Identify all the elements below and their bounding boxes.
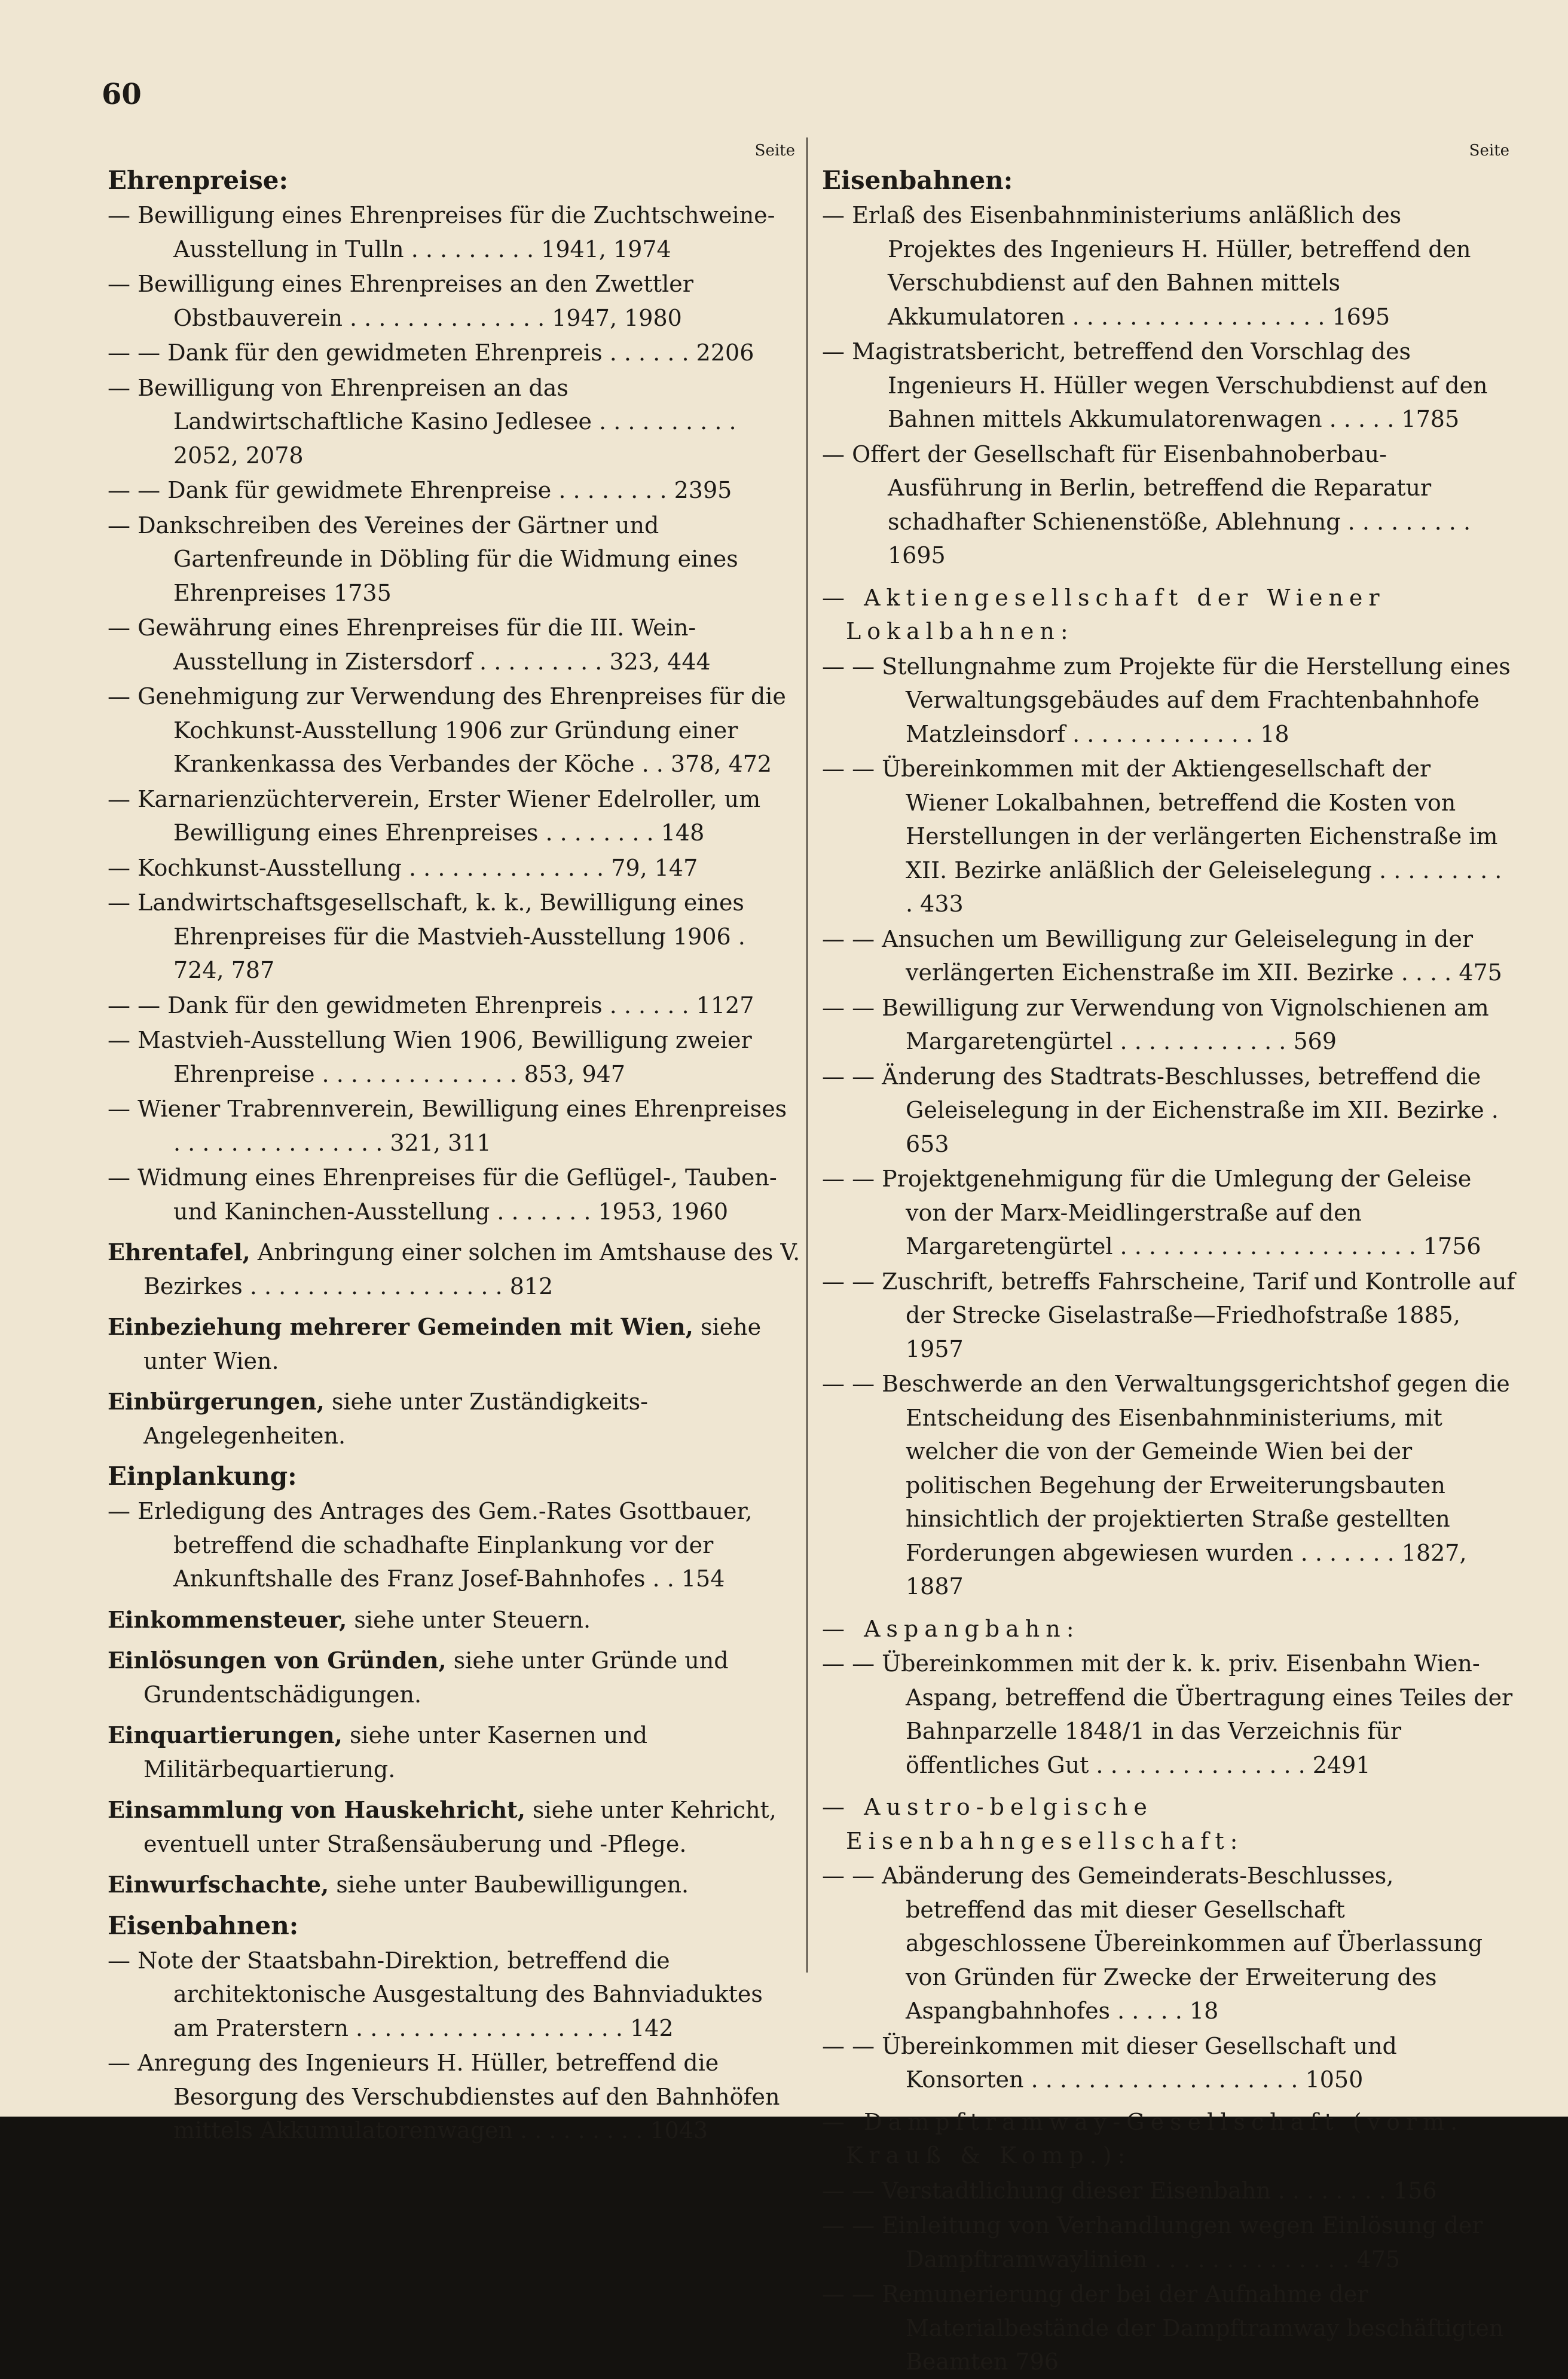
heading-text: siehe unter Wien.: [143, 1314, 762, 1374]
subheading-austro-belgische: — Austro-belgische Eisenbahngesellschaft:: [822, 1794, 1244, 1854]
heading-eisenbahnen: Eisenbahnen:: [108, 1910, 299, 1940]
heading-einplankung: Einplankung:: [108, 1461, 297, 1491]
index-heading-entry: [108, 1644, 801, 1711]
heading-einbeziehung: Einbeziehung mehrerer Gemeinden mit Wien,: [108, 1313, 693, 1340]
heading-einquartierungen: Einquartierungen,: [108, 1721, 343, 1748]
index-entry: — — Zuschrift, betreffs Fahrscheine, Tarif und Kontrolle auf der Strecke Giselastraße—Friedhofstraße 1885, 1957: [822, 1268, 1515, 1362]
index-heading-entry: [108, 1793, 801, 1861]
heading-einbuergerungen: Einbürgerungen,: [108, 1388, 325, 1415]
index-entry: — Dankschreiben des Vereines der Gärtner und Gartenfreunde in Döbling für die Widmung eines Ehrenpreises 1735: [108, 512, 738, 606]
heading-text: siehe unter Steuern.: [347, 1606, 591, 1633]
heading-text: Anbringung einer solchen im Amtshause des V. Bezirkes . . . . . . . . . . . . . . . . . . 812: [143, 1239, 800, 1299]
index-heading-entry: [108, 1236, 801, 1303]
index-entry: — — Übereinkommen mit dieser Gesellschaft und Konsorten . . . . . . . . . . . . . . . . . . . 1050: [822, 2032, 1397, 2093]
right-column: [822, 137, 1515, 2379]
heading-text: siehe unter Kehricht, eventuell unter Straßensäuberung und -Pflege.: [143, 1797, 777, 1857]
index-heading-entry: [108, 1603, 801, 1637]
index-entry: — Landwirtschaftsgesellschaft, k. k., Bewilligung eines Ehrenpreises für die Mastvieh-Ausstellung 1906 . 724, 787: [108, 889, 745, 983]
index-entry: — Kochkunst-Ausstellung . . . . . . . . . . . . . . 79, 147: [108, 854, 698, 881]
index-entry: — — Projektgenehmigung für die Umlegung der Geleise von der Marx-Meidlingerstraße auf den Margaretengürtel . . . . . . . . . . . . . . . . . . . . . 1756: [822, 1166, 1481, 1259]
subheading-dampftramway: — Dampftramway-Gesellschaft (vorm. Krauß & Komp.):: [822, 2108, 1464, 2169]
heading-einsammlung: Einsammlung von Hauskehricht,: [108, 1796, 525, 1823]
index-entry: — — Abänderung des Gemeinderats-Beschlusses, betreffend das mit dieser Gesellschaft abgeschlossene Übereinkommen auf Überlassung von Gründen für Zwecke der Erweiterung des Aspangbahnhofes . . . . . 18: [822, 1863, 1483, 2024]
index-entry: — — Dank für den gewidmeten Ehrenpreis . . . . . . 1127: [108, 992, 754, 1019]
seite-label: Seite: [754, 142, 795, 160]
heading-text: siehe unter Kasernen und Militärbequartierung.: [143, 1722, 648, 1782]
heading-eisenbahnen-cont: Eisenbahnen:: [822, 166, 1013, 195]
index-entry: — — Stellungnahme zum Projekte für die Herstellung eines Verwaltungsgebäudes auf dem Frachtenbahnhofe Matzleinsdorf . . . . . . . . . . . . . 18: [822, 653, 1511, 747]
heading-einloesungen: Einlösungen von Gründen,: [108, 1647, 447, 1674]
index-entry: — Bewilligung eines Ehrenpreises für die Zuchtschweine-Ausstellung in Tulln . . . . . . . . . 1941, 1974: [108, 202, 775, 262]
index-entry: — Widmung eines Ehrenpreises für die Geflügel-, Tauben- und Kaninchen-Ausstellung . . . . . . . 1953, 1960: [108, 1164, 777, 1225]
index-entry: — Bewilligung eines Ehrenpreises an den Zwettler Obstbauverein . . . . . . . . . . . . . . 1947, 1980: [108, 271, 693, 331]
index-entry: — Bewilligung von Ehrenpreisen an das Landwirtschaftliche Kasino Jedlesee . . . . . . . . . . 2052, 2078: [108, 374, 736, 469]
index-entry: — Genehmigung zur Verwendung des Ehrenpreises für die Kochkunst-Ausstellung 1906 zur Gründung einer Krankenkassa des Verbandes der Köche . . 378, 472: [108, 683, 786, 777]
seite-label: Seite: [1469, 142, 1509, 160]
index-entry: — — Dank für den gewidmeten Ehrenpreis . . . . . . 2206: [108, 340, 754, 366]
index-entry: — Magistratsbericht, betreffend den Vorschlag des Ingenieurs H. Hüller wegen Verschubdienst auf den Bahnen mittels Akkumulatorenwagen . . . . . 1785: [822, 338, 1488, 432]
index-entry: — — Verstadtlichung dieser Eisenbahn . . . . . . . . 156: [822, 2177, 1437, 2204]
subheading-aspangbahn: — Aspangbahn:: [822, 1615, 1080, 1642]
index-entry: — — Ansuchen um Bewilligung zur Geleiselegung in der verlängerten Eichenstraße im XII. Bezirke . . . . 475: [822, 925, 1502, 986]
index-entry: — Anregung des Ingenieurs H. Hüller, betreffend die Besorgung des Verschubdienstes auf den Bahnhöfen mittels Akkumulatorenwagen . . . . . . . . . 1043: [108, 2050, 780, 2143]
heading-text: siehe unter Gründe und Grundentschädigungen.: [143, 1647, 729, 1708]
heading-text: siehe unter Zuständigkeits-Angelegenheiten.: [143, 1389, 648, 1449]
left-column: [108, 137, 801, 2148]
index-entry: — Wiener Trabrennverein, Bewilligung eines Ehrenpreises . . . . . . . . . . . . . . . 321, 311: [108, 1096, 787, 1156]
index-entry: — Erledigung des Antrages des Gem.-Rates Gsottbauer, betreffend die schadhafte Einplankung vor der Ankunftshalle des Franz Josef-Bahnhofes . . 154: [108, 1498, 753, 1592]
index-heading-entry: [108, 1718, 801, 1786]
index-entry: — — Bewilligung zur Verwendung von Vignolschienen am Margaretengürtel . . . . . . . . . . . . 569: [822, 994, 1489, 1054]
index-entry: — Gewährung eines Ehrenpreises für die III. Wein-Ausstellung in Zistersdorf . . . . . . . . . 323, 444: [108, 614, 711, 675]
index-entry: — — Änderung des Stadtrats-Beschlusses, betreffend die Geleiselegung in der Eichenstraße im XII. Bezirke . 653: [822, 1063, 1499, 1157]
subheading-lokalbahnen: — Aktiengesellschaft der Wiener Lokalbahnen:: [822, 584, 1386, 644]
index-entry: — — Einleitung von Verhandlungen wegen Einlösung der Dampftramwaylinien . . . . . . . . . . . . . . 475: [822, 2212, 1483, 2273]
heading-einwurfschachte: Einwurfschachte,: [108, 1871, 329, 1898]
index-entry: — Offert der Gesellschaft für Eisenbahnoberbau-Ausführung in Berlin, betreffend die Reparatur schadhafter Schienenstöße, Ablehnung . . . . . . . . . 1695: [822, 441, 1471, 568]
heading-ehrenpreise: Ehrenpreise:: [108, 166, 288, 195]
index-heading-entry: [108, 1310, 801, 1378]
heading-einkommensteuer: Einkommensteuer,: [108, 1606, 347, 1633]
heading-ehrentafel: Ehrentafel,: [108, 1239, 250, 1265]
index-entry: — — Beschwerde an den Verwaltungsgerichtshof gegen die Entscheidung des Eisenbahnministeriums, mit welcher die von der Gemeinde Wien bei der politischen Begehung der Erweiterungsbauten hinsichtlich der projektierten Straße gestellten Forderungen abgewiesen wurden . . . . . . . 1827, 1887: [822, 1371, 1510, 1600]
column-divider: [806, 137, 808, 1973]
index-entry: — — Übereinkommen mit der Aktiengesellschaft der Wiener Lokalbahnen, betreffend die Kosten von Herstellungen in der verlängerten Eichenstraße im XII. Bezirke anläßlich der Geleiselegung . . . . . . . . . . 433: [822, 756, 1502, 917]
page-number: 60: [102, 78, 142, 111]
index-entry: — — Übereinkommen mit der k. k. priv. Eisenbahn Wien-Aspang, betreffend die Übertragung eines Teiles der Bahnparzelle 1848/1 in das Verzeichnis für öffentliches Gut . . . . . . . . . . . . . . . 2491: [822, 1650, 1513, 1778]
index-entry: — Note der Staatsbahn-Direktion, betreffend die architektonische Ausgestaltung des Bahnviaduktes am Praterstern . . . . . . . . . . . . . . . . . . . 142: [108, 1947, 763, 2041]
index-entry: — — Remunerierung der bei der Aufnahme der Materialbestände der Dampftramway beschäftigten Beamten 796: [822, 2281, 1504, 2375]
index-heading-entry: [108, 1868, 801, 1902]
index-entry: — — Dank für gewidmete Ehrenpreise . . . . . . . . 2395: [108, 477, 732, 503]
heading-text: siehe unter Baubewilligungen.: [329, 1872, 689, 1898]
index-entry: — Mastvieh-Ausstellung Wien 1906, Bewilligung zweier Ehrenpreise . . . . . . . . . . . . . . 853, 947: [108, 1027, 752, 1087]
index-entry: — Karnarienzüchterverein, Erster Wiener Edelroller, um Bewilligung eines Ehrenpreises . . . . . . . . 148: [108, 785, 761, 846]
index-heading-entry: [108, 1385, 801, 1453]
index-entry: — Erlaß des Eisenbahnministeriums anläßlich des Projektes des Ingenieurs H. Hüller, betreffend den Verschubdienst auf den Bahnen mittels Akkumulatoren . . . . . . . . . . . . . . . . . . 1695: [822, 202, 1471, 330]
